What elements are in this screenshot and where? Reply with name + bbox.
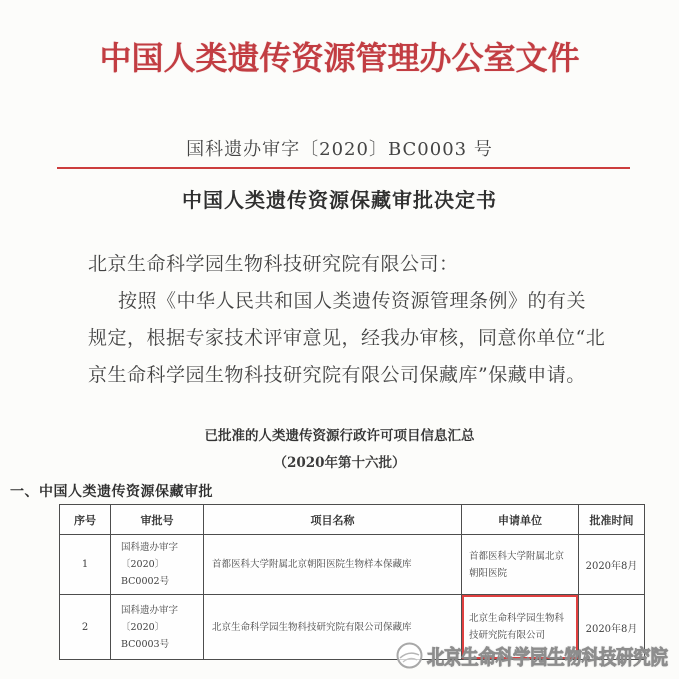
- table-cell-date: 2020年8月: [579, 595, 645, 660]
- table-cell-applicant: 首都医科大学附属北京朝阳医院: [462, 535, 579, 595]
- document-title: 中国人类遗传资源保藏审批决定书: [182, 188, 497, 212]
- body-paragraph: [88, 283, 606, 394]
- summary-subtitle: （2020年第十六批）: [273, 455, 406, 471]
- table-cell-project: 首都医科大学附属北京朝阳医院生物样本保藏库: [204, 535, 462, 595]
- letterhead-rule: [57, 167, 630, 169]
- summary-title: 已批准的人类遗传资源行政许可项目信息汇总: [204, 428, 475, 444]
- watermark: [396, 641, 679, 670]
- institute-logo-icon: [396, 642, 423, 669]
- letterhead-title: 中国人类遗传资源管理办公室文件: [99, 39, 580, 77]
- body-line: 京生命科学园生物科技研究院有限公司保藏库”保藏申请。: [88, 364, 586, 386]
- section-heading: 一、中国人类遗传资源保藏审批: [10, 484, 213, 500]
- table-cell-no: 2: [60, 595, 111, 660]
- table-cell-applicant: 北京生命科学园生物科技研究院有限公司: [462, 595, 579, 660]
- table-header-cell: 申请单位: [462, 505, 579, 535]
- table-header-cell: 批准时间: [579, 505, 645, 535]
- table-cell-approval_no: 国科遗办审字 〔2020〕BC0003号: [111, 595, 204, 660]
- table-header-cell: 项目名称: [204, 505, 462, 535]
- approval-table: [59, 504, 645, 660]
- body-line: 规定，根据专家技术评审意见，经我办审核，同意你单位“北: [88, 327, 606, 349]
- letter-body: [88, 246, 606, 394]
- document-number: 国科遗办审字〔2020〕BC0003 号: [186, 139, 493, 160]
- body-line: 按照《中华人民共和国人类遗传资源管理条例》的有关: [118, 290, 587, 312]
- salutation: 北京生命科学园生物科技研究院有限公司：: [88, 253, 459, 275]
- table-cell-approval_no: 国科遗办审字 〔2020〕BC0002号: [111, 535, 204, 595]
- table-row: [60, 535, 645, 595]
- table-header-cell: 审批号: [111, 505, 204, 535]
- table-header-row: [60, 505, 645, 535]
- table-header-cell: 序号: [60, 505, 111, 535]
- table-cell-date: 2020年8月: [579, 535, 645, 595]
- table-cell-project: 北京生命科学园生物科技研究院有限公司保藏库: [204, 595, 462, 660]
- table-cell-no: 1: [60, 535, 111, 595]
- watermark-text: 北京生命科学园生物科技研究院: [427, 645, 668, 669]
